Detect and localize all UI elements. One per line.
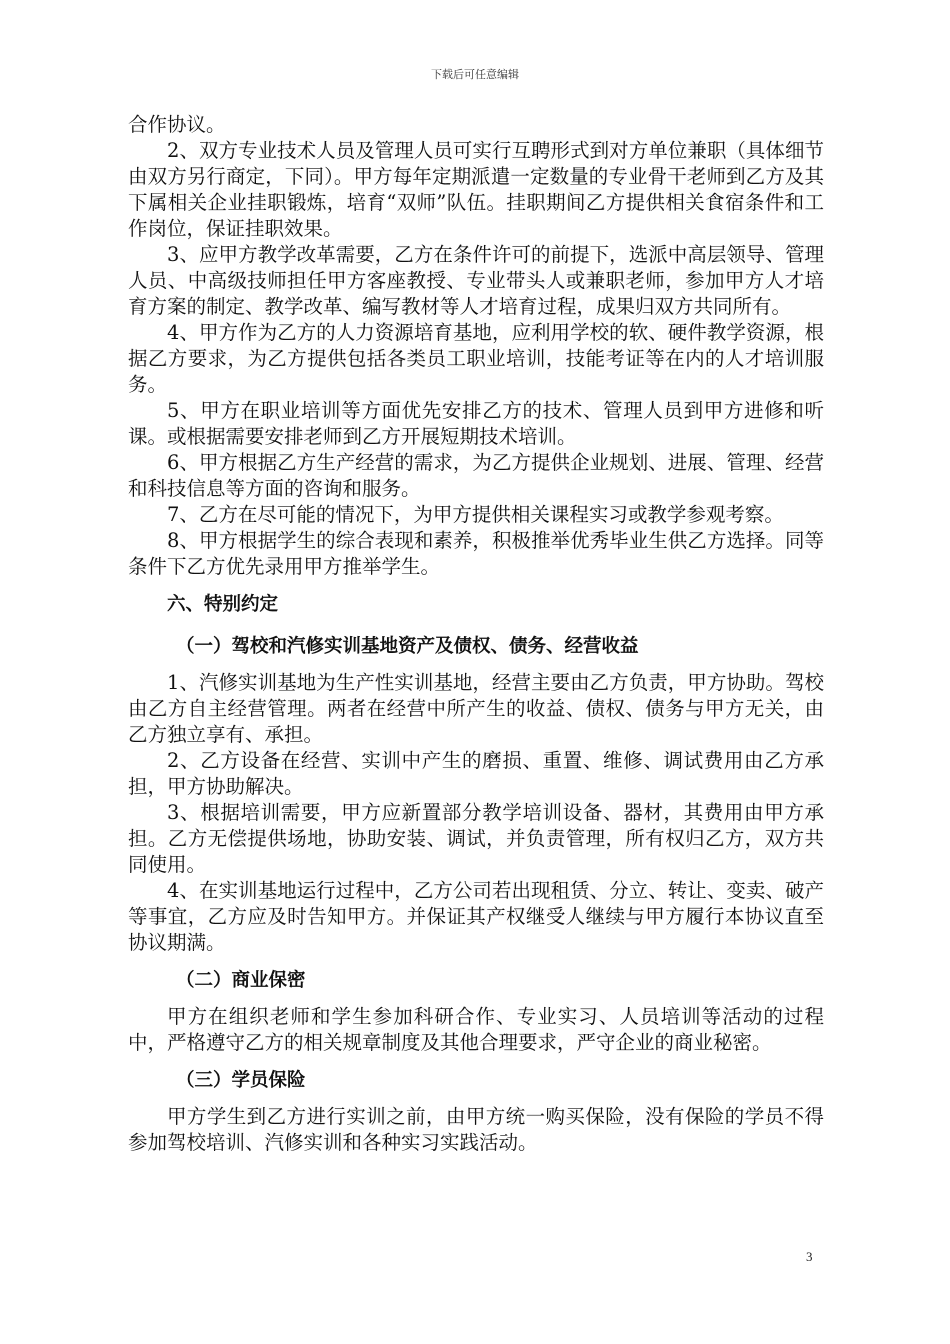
- confidentiality-paragraph: 甲方在组织老师和学生参加科研合作、专业实习、人员培训等活动的过程中，严格遵守乙方的相关规章制度及其他合理要求，严守企业的商业秘密。: [128, 1005, 824, 1054]
- page-header-note: 下载后可任意编辑: [431, 68, 519, 81]
- assets-paragraph-4: 4、在实训基地运行过程中，乙方公司若出现租赁、分立、转让、变卖、破产等事宜，乙方应及时告知甲方。并保证其产权继受人继续与甲方履行本协议直至协议期满。: [128, 879, 824, 954]
- section-heading-special-terms: 六、特别约定: [167, 594, 279, 615]
- page-number: 3: [806, 1249, 813, 1264]
- insurance-paragraph: 甲方学生到乙方进行实训之前，由甲方统一购买保险，没有保险的学员不得参加驾校培训、汽修实训和各种实习实践活动。: [128, 1105, 824, 1154]
- paragraph-item-7: 7、乙方在尽可能的情况下，为甲方提供相关课程实习或教学参观考察。: [167, 503, 784, 526]
- subsection-heading-insurance: （三）学员保险: [176, 1070, 306, 1091]
- paragraph-item-4: 4、甲方作为乙方的人力资源培育基地，应利用学校的软、硬件教学资源，根据乙方要求，为乙方提供包括各类员工职业培训，技能考证等在内的人才培训服务。: [128, 321, 824, 396]
- subsection-heading-assets: （一）驾校和汽修实训基地资产及债权、债务、经营收益: [176, 636, 639, 657]
- paragraph-item-8: 8、甲方根据学生的综合表现和素养，积极推举优秀毕业生供乙方选择。同等条件下乙方优先录用甲方推举学生。: [128, 529, 824, 578]
- paragraph-item-5: 5、甲方在职业培训等方面优先安排乙方的技术、管理人员到甲方进修和听课。或根据需要安排老师到乙方开展短期技术培训。: [128, 399, 824, 448]
- paragraph-item-6: 6、甲方根据乙方生产经营的需求，为乙方提供企业规划、进展、管理、经营和科技信息等方面的咨询和服务。: [128, 451, 824, 500]
- assets-paragraph-3: 3、根据培训需要，甲方应新置部分教学培训设备、器材，其费用由甲方承担。乙方无偿提供场地，协助安装、调试，并负责管理，所有权归乙方，双方共同使用。: [128, 801, 824, 876]
- assets-paragraph-2: 2、乙方设备在经营、实训中产生的磨损、重置、维修、调试费用由乙方承担，甲方协助解决。: [128, 749, 824, 798]
- paragraph-item-2: 2、双方专业技术人员及管理人员可实行互聘形式到对方单位兼职（具体细节由双方另行商定，下同）。甲方每年定期派遣一定数量的专业骨干老师到乙方及其下属相关企业挂职锻炼，培育“双师”队伍。挂职期间乙方提供相关食宿条件和工作岗位，保证挂职效果。: [128, 139, 824, 240]
- assets-paragraph-1: 1、汽修实训基地为生产性实训基地，经营主要由乙方负责，甲方协助。驾校由乙方自主经营管理。两者在经营中所产生的收益、债权、债务与甲方无关，由乙方独立享有、承担。: [128, 671, 824, 746]
- subsection-heading-confidentiality: （二）商业保密: [176, 970, 306, 991]
- paragraph-continuation: 合作协议。: [128, 113, 226, 136]
- document-body: [128, 112, 824, 1156]
- paragraph-item-3: 3、应甲方教学改革需要，乙方在条件许可的前提下，选派中高层领导、管理人员、中高级技师担任甲方客座教授、专业带头人或兼职老师，参加甲方人才培育方案的制定、教学改革、编写教材等人才培育过程，成果归双方共同所有。: [128, 243, 824, 318]
